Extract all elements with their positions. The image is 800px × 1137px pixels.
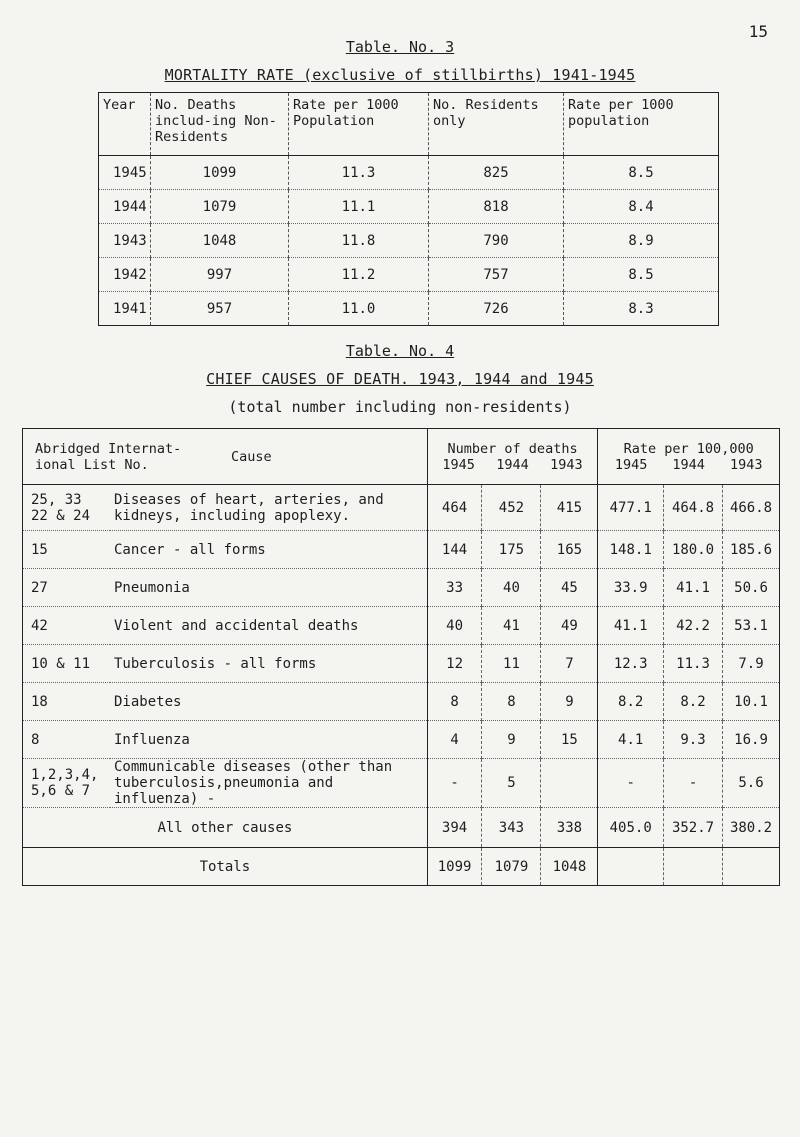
deaths-cell: 343 xyxy=(482,808,541,848)
deaths-cell: 5 xyxy=(482,759,541,808)
deaths-cell: 41 xyxy=(482,607,541,645)
rate-cell: 466.8 xyxy=(723,485,780,531)
rate-cell: 33.9 xyxy=(598,569,664,607)
header-rate-label: Rate per 100,000 xyxy=(623,440,754,457)
deaths-cell: 49 xyxy=(541,607,598,645)
rate-cell: 4.1 xyxy=(598,721,664,759)
table4-subtitle: (total number including non-residents) xyxy=(228,398,572,416)
deaths-cell: 9 xyxy=(482,721,541,759)
year-header: 1945 xyxy=(614,456,648,473)
cause-cell: Diabetes xyxy=(110,683,427,721)
rate-cell: 11.2 xyxy=(289,258,429,292)
header-list-cause xyxy=(23,429,428,485)
resident-rate-cell: 8.3 xyxy=(628,300,654,317)
year-cell: 1943 xyxy=(99,224,151,258)
table4-number: Table. No. 4 xyxy=(345,342,455,360)
rate-cell: 16.9 xyxy=(723,721,780,759)
deaths-cell: 394 xyxy=(427,808,482,848)
deaths-cell: 40 xyxy=(482,569,541,607)
empty-cell xyxy=(664,848,723,886)
header-year: Year xyxy=(99,93,151,156)
cause-cell: Cancer - all forms xyxy=(110,531,427,569)
rate-cell: 185.6 xyxy=(723,531,780,569)
table-row xyxy=(23,569,780,607)
table4-title: CHIEF CAUSES OF DEATH. 1943, 1944 and 1945 xyxy=(206,370,594,388)
rate-cell: 148.1 xyxy=(598,531,664,569)
rate-cell: 12.3 xyxy=(598,645,664,683)
rate-cell: 180.0 xyxy=(664,531,723,569)
list-number-cell: 8 xyxy=(23,721,111,759)
rate-cell: 464.8 xyxy=(664,485,723,531)
residents-cell: 825 xyxy=(429,156,564,190)
year-cell: 1944 xyxy=(99,190,151,224)
rate-cell: 11.8 xyxy=(289,224,429,258)
deaths-cell: 997 xyxy=(151,258,289,292)
deaths-cell: 452 xyxy=(482,485,541,531)
totals-cell: 1079 xyxy=(482,848,541,886)
header-rate: Rate per 1000 Population xyxy=(289,93,429,156)
table-row xyxy=(99,258,719,292)
table-row xyxy=(23,721,780,759)
resident-rate-cell: 8.4 xyxy=(564,190,719,224)
table-row xyxy=(23,645,780,683)
resident-rate-cell: 8.5 xyxy=(564,156,719,190)
deaths-cell: 4 xyxy=(427,721,482,759)
residents-cell: 790 xyxy=(429,224,564,258)
rate-cell: 41.1 xyxy=(598,607,664,645)
rate-cell: 11.0 xyxy=(289,292,429,326)
deaths-cell: 1099 xyxy=(151,156,289,190)
rate-cell: 41.1 xyxy=(664,569,723,607)
header-resident-rate: Rate per 1000 population xyxy=(564,93,719,156)
resident-rate-cell: 8.5 xyxy=(564,258,719,292)
list-number-cell: 10 & 11 xyxy=(23,645,111,683)
cause-cell: Influenza xyxy=(110,721,427,759)
totals-cell: 1099 xyxy=(427,848,482,886)
empty-cell xyxy=(723,848,780,886)
year-header: 1943 xyxy=(550,456,583,473)
header-deaths xyxy=(427,429,598,485)
rate-cell: 53.1 xyxy=(723,607,780,645)
cause-cell: Communicable diseases (other than tuberculosis,pneumonia and influenza) - xyxy=(110,759,427,808)
list-number-cell: 18 xyxy=(23,683,111,721)
deaths-cell: 165 xyxy=(541,531,598,569)
empty-cell xyxy=(598,848,664,886)
table-row xyxy=(23,759,780,808)
table-row xyxy=(23,485,780,531)
residents-cell: 757 xyxy=(429,258,564,292)
table-row xyxy=(99,224,719,258)
rate-cell: 405.0 xyxy=(598,808,664,848)
deaths-cell: 175 xyxy=(482,531,541,569)
deaths-cell: 1048 xyxy=(151,224,289,258)
table-row xyxy=(99,292,719,326)
year-cell: 1942 xyxy=(99,258,151,292)
table-row xyxy=(99,156,719,190)
year-header: 1945 xyxy=(442,456,475,473)
header-residents: No. Residents only xyxy=(429,93,564,156)
cause-cell: Pneumonia xyxy=(110,569,427,607)
list-number-cell: 42 xyxy=(23,607,111,645)
deaths-cell: 9 xyxy=(541,683,598,721)
list-number-cell: 25, 33 22 & 24 xyxy=(23,485,111,531)
cause-cell: All other causes xyxy=(23,808,428,848)
year-header: 1944 xyxy=(672,456,705,473)
cause-cell: Tuberculosis - all forms xyxy=(110,645,427,683)
rate-cell: 10.1 xyxy=(723,683,780,721)
deaths-cell: 15 xyxy=(541,721,598,759)
rate-cell: - xyxy=(664,759,723,808)
deaths-year-row xyxy=(432,457,594,473)
deaths-cell: 8 xyxy=(427,683,482,721)
page-number: 15 xyxy=(748,22,768,41)
mortality-rate-table xyxy=(98,92,719,326)
totals-cell: 1048 xyxy=(541,848,598,886)
table-row xyxy=(23,607,780,645)
rate-cell: 42.2 xyxy=(664,607,723,645)
rate-cell: 11.3 xyxy=(289,156,429,190)
residents-cell: 818 xyxy=(429,190,564,224)
deaths-cell: 12 xyxy=(427,645,482,683)
table-row xyxy=(23,531,780,569)
year-header: 1943 xyxy=(729,456,763,473)
totals-label: Totals xyxy=(23,848,428,886)
deaths-cell: 957 xyxy=(151,292,289,326)
list-number-cell: 27 xyxy=(23,569,111,607)
rate-cell: 9.3 xyxy=(664,721,723,759)
rate-cell: 477.1 xyxy=(598,485,664,531)
deaths-cell: 1079 xyxy=(151,190,289,224)
deaths-cell: 40 xyxy=(427,607,482,645)
year-cell: 1941 xyxy=(99,292,151,326)
rate-cell: 352.7 xyxy=(664,808,723,848)
year-cell: 1945 xyxy=(99,156,151,190)
causes-of-death-table xyxy=(22,428,780,886)
rate-cell: 50.6 xyxy=(723,569,780,607)
rate-cell: 11.1 xyxy=(289,190,429,224)
deaths-cell: 11 xyxy=(482,645,541,683)
rate-cell: 380.2 xyxy=(723,808,780,848)
deaths-cell: 8 xyxy=(482,683,541,721)
deaths-cell: 144 xyxy=(427,531,482,569)
rate-cell: 8.2 xyxy=(598,683,664,721)
rate-cell: 11.3 xyxy=(664,645,723,683)
rate-cell: 7.9 xyxy=(723,645,780,683)
cause-cell: Violent and accidental deaths xyxy=(110,607,427,645)
rate-cell: - xyxy=(598,759,664,808)
totals-row xyxy=(23,848,780,886)
deaths-cell: - xyxy=(427,759,482,808)
header-deaths: No. Deaths includ-ing Non-Residents xyxy=(151,93,289,156)
table3-title: MORTALITY RATE (exclusive of stillbirths) 1941-1945 xyxy=(164,66,636,84)
header-list: Abridged Internat-ional List No. xyxy=(35,440,182,473)
deaths-cell: 33 xyxy=(427,569,482,607)
deaths-cell: 45 xyxy=(541,569,598,607)
rate-cell: 5.6 xyxy=(723,759,780,808)
header-rate xyxy=(598,429,780,485)
deaths-cell xyxy=(541,759,598,808)
header-cause: Cause xyxy=(231,448,272,465)
table-row xyxy=(23,683,780,721)
list-number-cell: 1,2,3,4, 5,6 & 7 xyxy=(23,759,111,808)
table-row xyxy=(23,808,780,848)
list-number-cell: 15 xyxy=(23,531,111,569)
cause-cell: Diseases of heart, arteries, and kidneys, including apoplexy. xyxy=(110,485,427,531)
rate-cell: 8.2 xyxy=(664,683,723,721)
header-deaths-label: Number of deaths xyxy=(447,440,578,457)
residents-cell: 726 xyxy=(429,292,564,326)
table3-number: Table. No. 3 xyxy=(345,38,455,56)
resident-rate-cell: 8.9 xyxy=(564,224,719,258)
deaths-cell: 7 xyxy=(541,645,598,683)
deaths-cell: 464 xyxy=(427,485,482,531)
year-header: 1944 xyxy=(496,456,529,473)
deaths-cell: 415 xyxy=(541,485,598,531)
deaths-cell: 338 xyxy=(541,808,598,848)
table-row xyxy=(99,190,719,224)
rate-year-row xyxy=(602,457,775,473)
